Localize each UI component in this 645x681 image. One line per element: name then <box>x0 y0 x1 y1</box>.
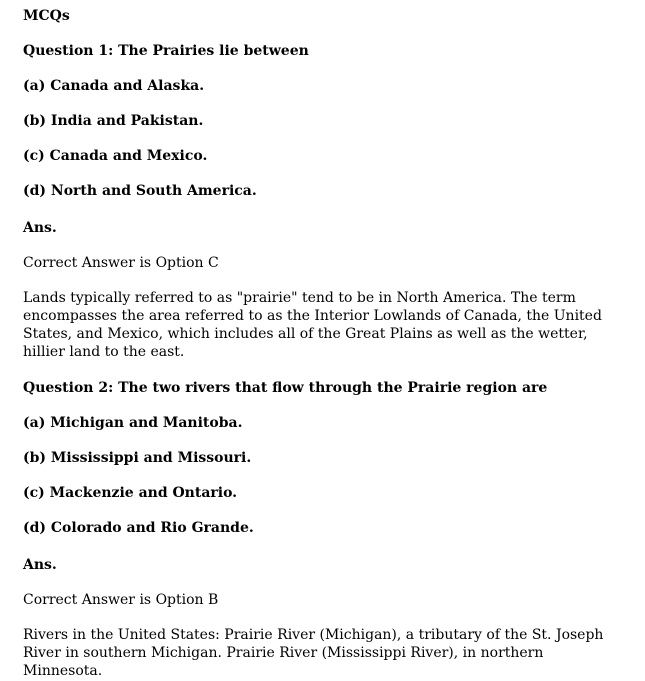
q2-option-b: (b) Mississippi and Missouri. <box>23 450 252 466</box>
q2-option-d: (d) Colorado and Rio Grande. <box>23 520 254 536</box>
q2-answer-label: Ans. <box>23 557 57 573</box>
q1-answer-label: Ans. <box>23 220 57 236</box>
q1-option-a: (a) Canada and Alaska. <box>23 78 205 94</box>
q1-option-c: (c) Canada and Mexico. <box>23 148 208 164</box>
page-heading: MCQs <box>23 8 70 24</box>
question-1-title: Question 1: The Prairies lie between <box>23 43 309 59</box>
q2-option-c: (c) Mackenzie and Ontario. <box>23 485 238 501</box>
q1-correct-answer: Correct Answer is Option C <box>23 255 219 271</box>
q2-explanation: Rivers in the United States: Prairie River (Michigan), a tributary of the St. Joseph River in southern Michigan. Prairie River (Mississippi River), in northern Minnesota. <box>23 627 604 679</box>
q2-correct-answer: Correct Answer is Option B <box>23 592 219 608</box>
q2-option-a: (a) Michigan and Manitoba. <box>23 415 243 431</box>
question-2-title: Question 2: The two rivers that flow through the Prairie region are <box>23 380 548 396</box>
q1-explanation: Lands typically referred to as "prairie" tend to be in North America. The term encompasses the area referred to as the Interior Lowlands of Canada, the United States, and Mexico, which includes all of the Great Plains as well as the wetter, hillier land to the east. <box>23 290 602 360</box>
q1-option-d: (d) North and South America. <box>23 183 257 199</box>
q1-option-b: (b) India and Pakistan. <box>23 113 204 129</box>
